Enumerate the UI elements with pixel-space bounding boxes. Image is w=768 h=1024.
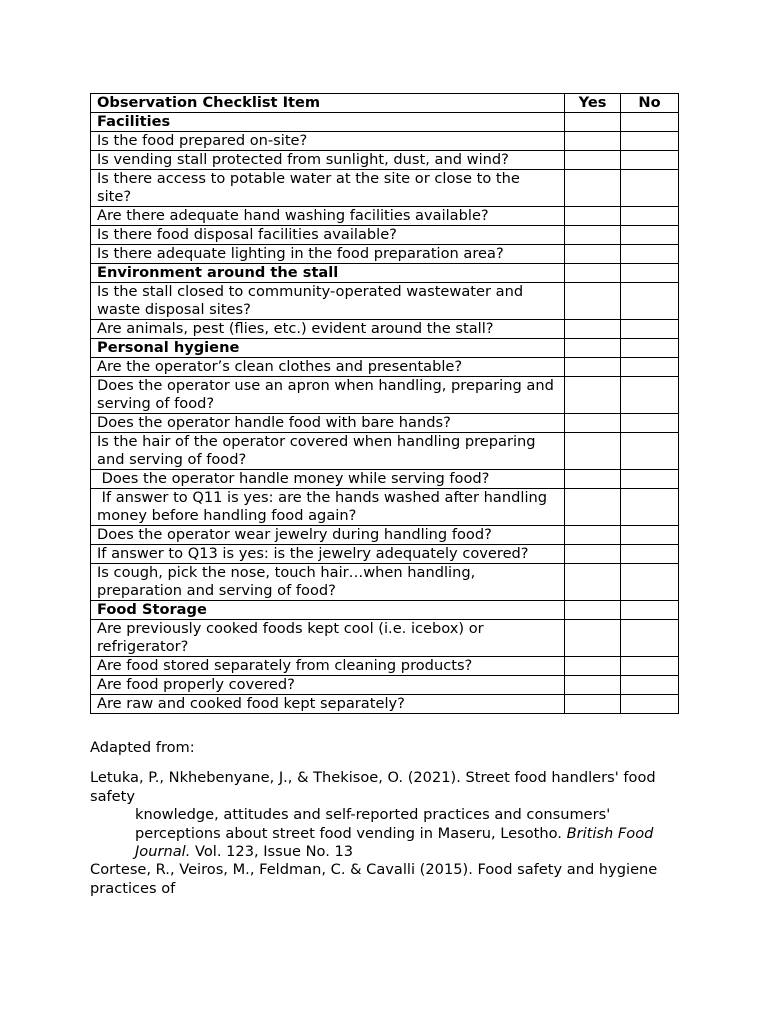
yes-cell[interactable] xyxy=(565,226,621,245)
yes-cell[interactable] xyxy=(565,433,621,470)
checklist-row xyxy=(91,245,679,264)
header-no: No xyxy=(621,94,679,113)
checklist-row xyxy=(91,170,679,207)
no-cell[interactable] xyxy=(621,676,679,695)
checklist-item-text: Are previously cooked foods kept cool (i.e. icebox) or refrigerator? xyxy=(91,620,565,657)
yes-cell[interactable] xyxy=(565,377,621,414)
yes-cell[interactable] xyxy=(565,320,621,339)
checklist-row xyxy=(91,320,679,339)
checklist-item-text: Are there adequate hand washing facilities available? xyxy=(91,207,565,226)
no-cell[interactable] xyxy=(621,245,679,264)
checklist-item-text: Are food stored separately from cleaning products? xyxy=(91,657,565,676)
checklist-row xyxy=(91,676,679,695)
checklist-row xyxy=(91,377,679,414)
no-cell[interactable] xyxy=(621,414,679,433)
yes-cell[interactable] xyxy=(565,620,621,657)
no-cell[interactable] xyxy=(621,283,679,320)
checklist-row xyxy=(91,283,679,320)
reference-2-line-1: Cortese, R., Veiros, M., Feldman, C. & Cavalli (2015). Food safety and hygiene practices of xyxy=(90,861,658,897)
observation-checklist-table xyxy=(90,93,679,714)
yes-cell[interactable] xyxy=(565,526,621,545)
checklist-row xyxy=(91,545,679,564)
checklist-row xyxy=(91,564,679,601)
yes-cell[interactable] xyxy=(565,264,621,283)
reference-1-line-1: Letuka, P., Nkhebenyane, J., & Thekisoe, O. (2021). Street food handlers' food safety xyxy=(90,769,656,805)
checklist-item-text: Is vending stall protected from sunlight, dust, and wind? xyxy=(91,151,565,170)
no-cell[interactable] xyxy=(621,601,679,620)
no-cell[interactable] xyxy=(621,170,679,207)
checklist-item-text: Is the stall closed to community-operated wastewater and waste disposal sites? xyxy=(91,283,565,320)
yes-cell[interactable] xyxy=(565,564,621,601)
checklist-item-text: Are raw and cooked food kept separately? xyxy=(91,695,565,714)
yes-cell[interactable] xyxy=(565,657,621,676)
no-cell[interactable] xyxy=(621,695,679,714)
table-header-row xyxy=(91,94,679,113)
checklist-item-text: If answer to Q13 is yes: is the jewelry adequately covered? xyxy=(91,545,565,564)
section-header-row xyxy=(91,264,679,283)
checklist-row xyxy=(91,489,679,526)
checklist-item-text: Does the operator handle money while serving food? xyxy=(91,470,565,489)
checklist-item-text: Is cough, pick the nose, touch hair…when handling, preparation and serving of food? xyxy=(91,564,565,601)
yes-cell[interactable] xyxy=(565,207,621,226)
yes-cell[interactable] xyxy=(565,151,621,170)
section-header-row xyxy=(91,113,679,132)
checklist-item-text: If answer to Q11 is yes: are the hands washed after handling money before handling food again? xyxy=(91,489,565,526)
no-cell[interactable] xyxy=(621,113,679,132)
checklist-item-text: Are the operator’s clean clothes and presentable? xyxy=(91,358,565,377)
checklist-row xyxy=(91,132,679,151)
no-cell[interactable] xyxy=(621,339,679,358)
checklist-item-text: Does the operator handle food with bare hands? xyxy=(91,414,565,433)
section-title: Facilities xyxy=(91,113,565,132)
adapted-from-label: Adapted from: xyxy=(90,739,195,756)
checklist-row xyxy=(91,657,679,676)
no-cell[interactable] xyxy=(621,207,679,226)
header-yes: Yes xyxy=(565,94,621,113)
no-cell[interactable] xyxy=(621,526,679,545)
reference-1-volume: Vol. 123, Issue No. 13 xyxy=(190,843,354,861)
checklist-row xyxy=(91,358,679,377)
no-cell[interactable] xyxy=(621,264,679,283)
yes-cell[interactable] xyxy=(565,339,621,358)
no-cell[interactable] xyxy=(621,226,679,245)
yes-cell[interactable] xyxy=(565,170,621,207)
section-title: Food Storage xyxy=(91,601,565,620)
yes-cell[interactable] xyxy=(565,113,621,132)
checklist-item-text: Are animals, pest (flies, etc.) evident around the stall? xyxy=(91,320,565,339)
checklist-item-text: Does the operator wear jewelry during handling food? xyxy=(91,526,565,545)
references xyxy=(90,739,690,898)
no-cell[interactable] xyxy=(621,657,679,676)
no-cell[interactable] xyxy=(621,620,679,657)
checklist-row xyxy=(91,226,679,245)
yes-cell[interactable] xyxy=(565,676,621,695)
section-title: Personal hygiene xyxy=(91,339,565,358)
reference-1-journal: British Food Journal. xyxy=(135,824,654,861)
checklist-item-text: Is there access to potable water at the site or close to the site? xyxy=(91,170,565,207)
checklist-row xyxy=(91,433,679,470)
yes-cell[interactable] xyxy=(565,545,621,564)
no-cell[interactable] xyxy=(621,377,679,414)
yes-cell[interactable] xyxy=(565,283,621,320)
reference-1-body xyxy=(90,806,690,861)
checklist-row xyxy=(91,151,679,170)
checklist-item-text: Is there adequate lighting in the food preparation area? xyxy=(91,245,565,264)
checklist-row xyxy=(91,620,679,657)
checklist-item-text: Is the hair of the operator covered when handling preparing and serving of food? xyxy=(91,433,565,470)
no-cell[interactable] xyxy=(621,132,679,151)
yes-cell[interactable] xyxy=(565,132,621,151)
no-cell[interactable] xyxy=(621,320,679,339)
yes-cell[interactable] xyxy=(565,358,621,377)
checklist-row xyxy=(91,695,679,714)
reference-1-text: knowledge, attitudes and self-reported practices and consumers' perceptions about street food vending in Maseru, Lesotho. xyxy=(135,806,611,842)
checklist-row xyxy=(91,207,679,226)
checklist-item-text: Does the operator use an apron when handling, preparing and serving of food? xyxy=(91,377,565,414)
yes-cell[interactable] xyxy=(565,601,621,620)
checklist-row xyxy=(91,526,679,545)
no-cell[interactable] xyxy=(621,151,679,170)
no-cell[interactable] xyxy=(621,470,679,489)
no-cell[interactable] xyxy=(621,564,679,601)
no-cell[interactable] xyxy=(621,433,679,470)
section-header-row xyxy=(91,601,679,620)
checklist-item-text: Is the food prepared on-site? xyxy=(91,132,565,151)
no-cell[interactable] xyxy=(621,489,679,526)
yes-cell[interactable] xyxy=(565,414,621,433)
section-header-row xyxy=(91,339,679,358)
yes-cell[interactable] xyxy=(565,245,621,264)
yes-cell[interactable] xyxy=(565,470,621,489)
no-cell[interactable] xyxy=(621,545,679,564)
section-title: Environment around the stall xyxy=(91,264,565,283)
checklist-item-text: Is there food disposal facilities available? xyxy=(91,226,565,245)
yes-cell[interactable] xyxy=(565,489,621,526)
header-item: Observation Checklist Item xyxy=(91,94,565,113)
checklist-row xyxy=(91,414,679,433)
no-cell[interactable] xyxy=(621,358,679,377)
checklist-row xyxy=(91,470,679,489)
yes-cell[interactable] xyxy=(565,695,621,714)
checklist-item-text: Are food properly covered? xyxy=(91,676,565,695)
